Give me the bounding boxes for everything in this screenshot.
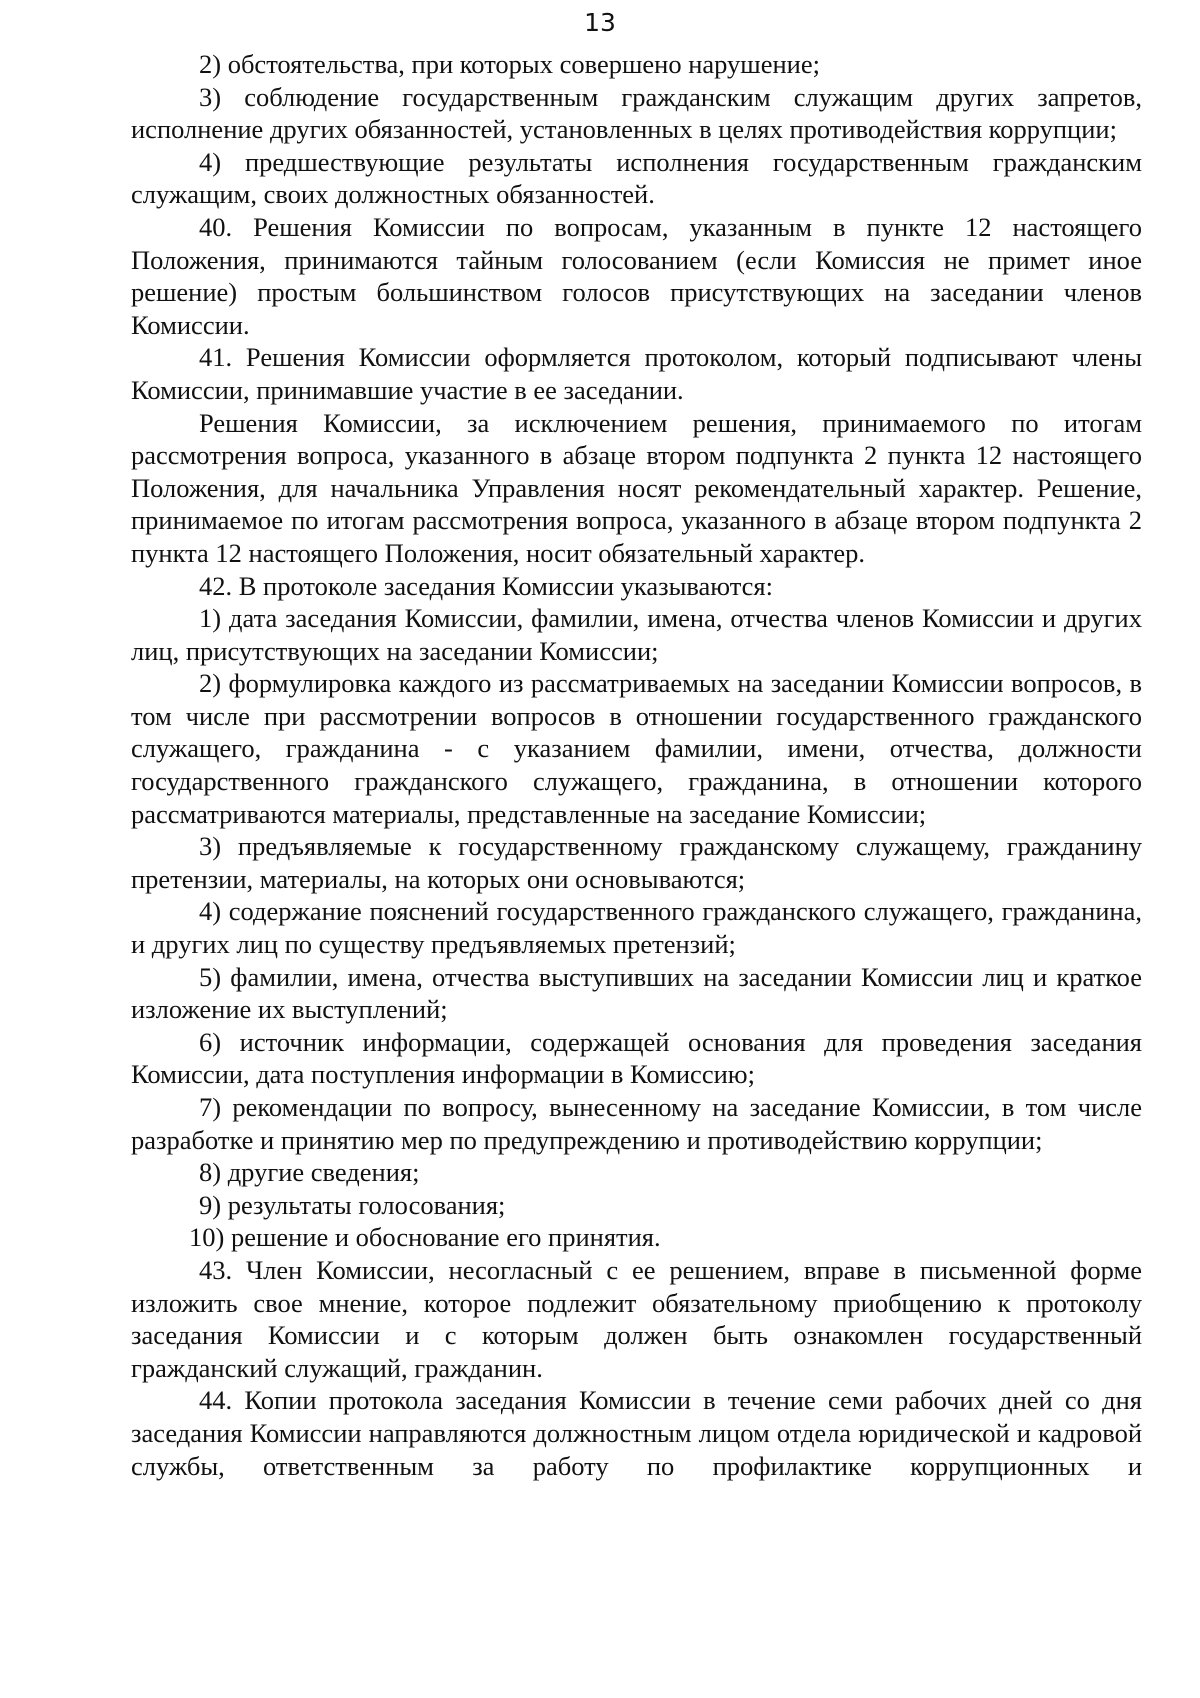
- paragraph-42-item-8: 8) другие сведения;: [199, 1157, 420, 1188]
- paragraph-clause-40: 40. Решения Комиссии по вопросам, указанным в пункте 12 настоящего Положения, принимаются тайным голосованием (если Комиссия не примет иное решение) простым большинством голосов присутствующих на заседании членов Комиссии.: [131, 211, 1142, 340]
- paragraph-item-4-previous-results: 4) предшествующие результаты исполнения государственным гражданским служащим, своих должностных обязанностей.: [131, 146, 1142, 210]
- paragraph-42-item-3: 3) предъявляемые к государственному гражданскому служащему, гражданину претензии, материалы, на которых они основываются;: [131, 831, 1142, 894]
- paragraph-42-item-7: 7) рекомендации по вопросу, вынесенному на заседание Комиссии, в том числе разработке и принятию мер по предупреждению и противодействию коррупции;: [131, 1092, 1142, 1155]
- paragraph-42-item-9: 9) результаты голосования;: [199, 1189, 506, 1220]
- paragraph-42-item-2: 2) формулировка каждого из рассматриваемых на заседании Комиссии вопросов, в том числе при рассмотрении вопросов в отношении государственного гражданского служащего, гражданина - с указанием фамилии, имени, отчества, должности государственного гражданского служащего, гражданина, в отношении которого рассматриваются материалы, представленные на заседание Комиссии;: [131, 668, 1142, 829]
- paragraph-clause-41: 41. Решения Комиссии оформляется протоколом, который подписывают члены Комиссии, принимавшие участие в ее заседании.: [131, 342, 1142, 405]
- paragraph-item-3-compliance: 3) соблюдение государственным гражданским служащим других запретов, исполнение других обязанностей, установленных в целях противодействия коррупции;: [131, 81, 1142, 145]
- paragraph-42-item-6: 6) источник информации, содержащей основания для проведения заседания Комиссии, дата поступления информации в Комиссию;: [131, 1026, 1142, 1090]
- paragraph-42-item-5: 5) фамилии, имена, отчества выступивших на заседании Комиссии лиц и краткое изложение их выступлений;: [131, 961, 1142, 1025]
- paragraph-42-item-1: 1) дата заседания Комиссии, фамилии, имена, отчества членов Комиссии и других лиц, присутствующих на заседании Комиссии;: [131, 603, 1142, 666]
- paragraph-clause-42: 42. В протоколе заседания Комиссии указываются:: [199, 570, 773, 601]
- paragraph-clause-43: 43. Член Комиссии, несогласный с ее решением, вправе в письменной форме изложить свое мнение, которое подлежит обязательному приобщению к протоколу заседания Комиссии и с которым должен быть ознакомлен государственный гражданский служащий, гражданин.: [131, 1254, 1142, 1383]
- paragraph-clause-41-decisions: Решения Комиссии, за исключением решения, принимаемого по итогам рассмотрения вопроса, указанного в абзаце втором подпункта 2 пункта 12 настоящего Положения, для начальника Управления носят рекомендательный характер. Решение, принимаемое по итогам рассмотрения вопроса, указанного в абзаце втором подпункта 2 пункта 12 настоящего Положения, носит обязательный характер.: [131, 407, 1142, 568]
- paragraph-item-2-circumstances: 2) обстоятельства, при которых совершено нарушение;: [199, 49, 820, 79]
- page-number: 13: [584, 8, 616, 37]
- paragraph-42-item-4: 4) содержание пояснений государственного гражданского служащего, гражданина, и других лиц по существу предъявляемых претензий;: [131, 896, 1142, 960]
- paragraph-clause-44: 44. Копии протокола заседания Комиссии в течение семи рабочих дней со дня заседания Комиссии направляются должностным лицом отдела юридической и кадровой службы, ответственным за работу по профилактике коррупционных и: [131, 1385, 1142, 1481]
- paragraph-42-item-10: 10) решение и обоснование его принятия.: [189, 1222, 661, 1253]
- document-body: [131, 48, 1142, 1482]
